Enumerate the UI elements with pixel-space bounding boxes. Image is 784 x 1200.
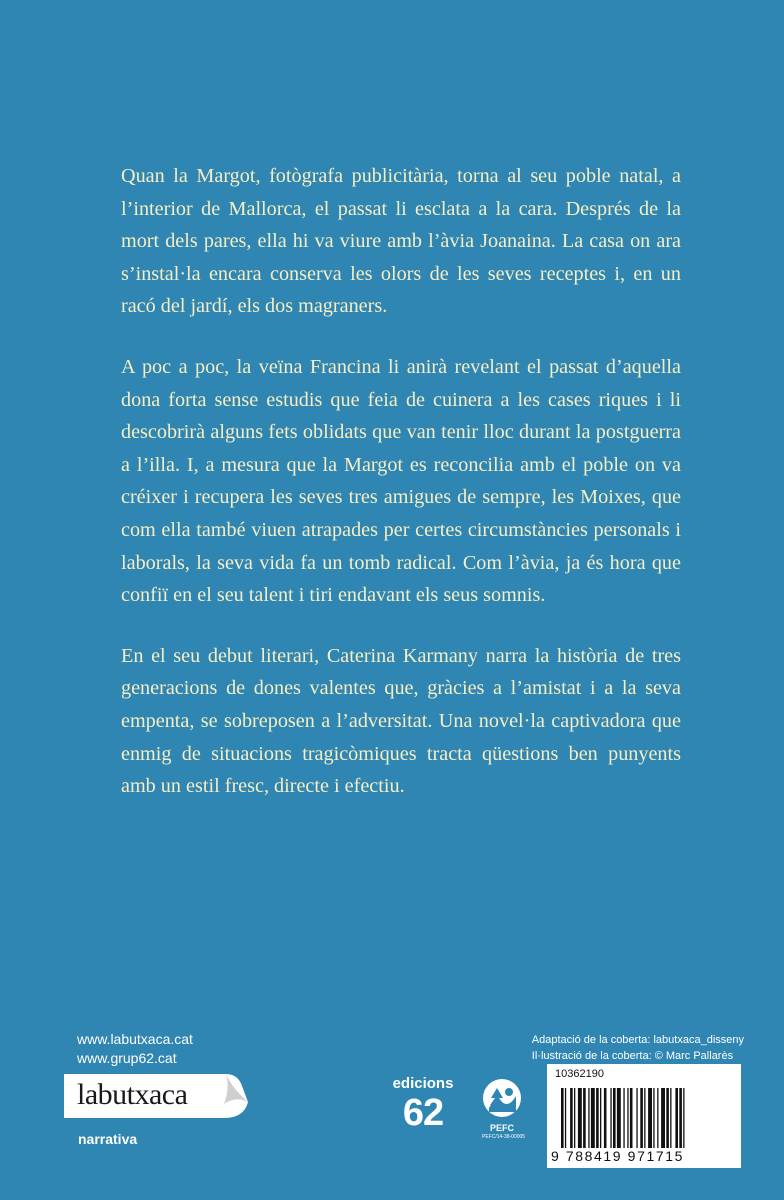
barcode-bar [675,1088,678,1148]
barcode-bar [683,1088,684,1148]
barcode-bar [583,1088,586,1148]
publisher-name: edicions [392,1075,454,1092]
barcode-bar [640,1088,643,1148]
barcode-icon [561,1088,727,1148]
isbn-number: 9 788419 971715 [551,1148,684,1164]
brand-name: labutxaca [77,1078,188,1111]
barcode-bar [644,1088,645,1148]
edicions-62-logo [384,1075,462,1133]
product-code: 10362190 [555,1068,604,1080]
barcode-bar [661,1088,665,1148]
publisher-number: 62 [402,1092,444,1134]
barcode-bar [627,1088,628,1148]
barcode-bar [613,1088,616,1148]
back-cover-blurb [121,160,681,831]
barcode-bar [591,1088,595,1148]
barcode-bar [679,1088,682,1148]
barcode-bar [653,1088,654,1148]
collection-label: narrativa [78,1131,138,1147]
pefc-icon [482,1078,522,1118]
barcode-panel [547,1064,741,1168]
barcode-bar [578,1088,582,1148]
barcode-bar [588,1088,589,1148]
pefc-label: PEFC [489,1123,514,1133]
pefc-certification [482,1078,526,1140]
barcode-bar [648,1088,652,1148]
blurb-paragraph-3: En el seu debut literari, Caterina Karmany narra la història de tres generacions de dones valentes que, gràcies a l’amistat i a la seva empenta, se sobreposen a l’adversitat. Una novel·la captivadora que enmig de situacions tragicòmiques tracta qüestions ben punyents amb un estil fresc, directe i efectiu. [121,644,681,798]
cover-adaptation-credit: Adaptació de la coberta: labutxaca_disseny [531,1034,744,1046]
labutxaca-logo [64,1074,248,1118]
cover-illustration-credit: Il·lustració de la coberta: © Marc Pallarès [531,1050,734,1062]
barcode-bar [610,1088,611,1148]
barcode-bar [617,1088,621,1148]
barcode-bar [570,1088,573,1148]
barcode-bar [623,1088,624,1148]
pefc-code: PEFC/14-38-00005 [482,1134,526,1140]
barcode-bar [596,1088,599,1148]
blurb-paragraph-2: A poc a poc, la veïna Francina li anirà revelant el passat d’aquella dona forta sense estudis que feia de cuinera a les cases riques i li descobrirà alguns fets oblidats que van tenir lloc durant la postguerra a l’illa. I, a mesura que la Margot es reconcilia amb el poble on va créixer i recupera les seves tres amigues de sempre, les Moixes, que com ella també viuen atrapades per certes circumstàncies personals i laborals, la seva vida fa un tomb radical. Com l’àvia, ja és hora que confiï en el seu talent i tiri endavant els seus somnis. [121,355,681,607]
labutxaca-website[interactable]: www.labutxaca.cat [77,1031,193,1047]
barcode-bar [670,1088,671,1148]
barcode-bar [666,1088,669,1148]
barcode-bar [657,1088,658,1148]
barcode-bar [565,1088,566,1148]
barcode-bar [604,1088,607,1148]
barcode-bar [574,1088,575,1148]
barcode-bar [630,1088,633,1148]
barcode-bar [600,1088,601,1148]
barcode-bar [636,1088,637,1148]
cover-credits [532,1032,744,1064]
barcode-bar [561,1088,564,1148]
website-links [77,1030,193,1068]
blurb-paragraph-1: Quan la Margot, fotògrafa publicitària, torna al seu poble natal, a l’interior de Mallorca, el passat li esclata a la cara. Després de la mort dels pares, ella hi va viure amb l’àvia Joanaina. La casa on ara s’instal·la encara conserva les olors de les seves receptes i, en un racó del jardí, els dos magraners. [121,165,681,318]
grup62-website[interactable]: www.grup62.cat [77,1050,177,1066]
